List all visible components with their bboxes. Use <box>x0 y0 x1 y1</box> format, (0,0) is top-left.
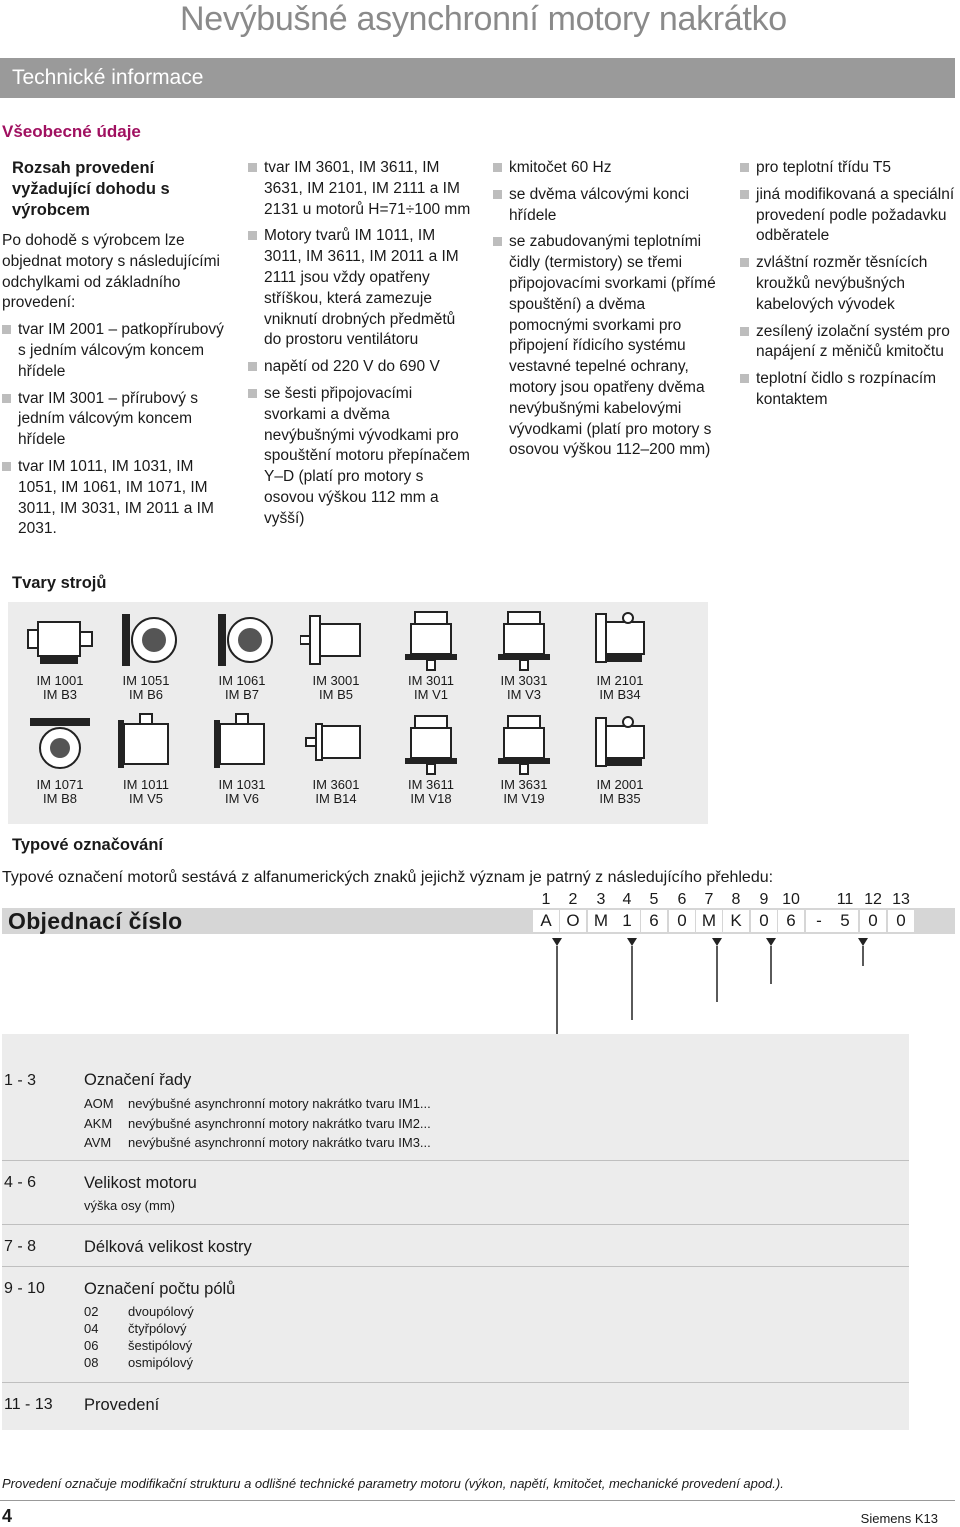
vertical-foot-motor-icon <box>206 712 278 778</box>
series-code: AVM <box>84 1135 112 1150</box>
motor-shape-equivalent: IM B8 <box>43 791 77 806</box>
row-label: Délková velikost kostry <box>84 1238 252 1256</box>
motor-shapes-grid <box>8 602 708 824</box>
column-2 <box>248 158 474 536</box>
poles-code: 02 <box>84 1304 99 1319</box>
motor-shape-code: IM 1001 <box>36 673 84 688</box>
poles-desc: šestipólový <box>128 1338 193 1353</box>
row-note: výška osy (mm) <box>84 1198 175 1213</box>
position-number: 10 <box>782 891 800 908</box>
col3-item: se dvěma válcovými konci hřídele <box>493 185 721 227</box>
motor-shape-cell <box>385 602 477 706</box>
footer-rule <box>0 1500 955 1501</box>
motor-shape-cell <box>478 602 570 706</box>
col2-item: se šesti připojovacími svorkami a dvěma nevýbušnými vývodkami pro spouštění motoru přepínačem Y–D (platí pro motory s osovou výškou 112 mm a vyšší) <box>248 384 474 530</box>
col4-item: jiná modifikovaná a speciální provedení podle požadavku odběratele <box>740 185 958 247</box>
foot-flange-motor-icon <box>584 608 656 674</box>
series-code: AOM <box>84 1096 114 1111</box>
motor-shape-equivalent: IM V3 <box>507 687 541 702</box>
row-label: Označení řady <box>84 1071 192 1089</box>
col2-item: napětí od 220 V do 690 V <box>248 357 474 378</box>
order-code-char: - <box>806 910 832 932</box>
position-number: 13 <box>892 891 910 908</box>
order-code-char: 6 <box>778 910 804 932</box>
flange-motor-icon <box>300 608 372 674</box>
position-number: 1 <box>541 891 551 908</box>
col4-item: zesílený izolační systém pro napájení z měničů kmitočtu <box>740 322 958 364</box>
order-code-char: 0 <box>888 910 914 932</box>
order-code-char: A <box>533 910 559 932</box>
row-label: Označení počtu pólů <box>84 1280 236 1298</box>
col3-item: se zabudovanými teplotními čidly (termistory) se třemi připojovacími svorkami (přímé spouštění) a dvěma pomocnými svorkami pro připojení řídicího systému vestavné tepelné ochrany, motory jsou opatřeny dvěma nevýbušnými kabelovými vývodkami (platí pro motory s osovou výškou 112–200 mm) <box>493 232 721 461</box>
brand-label: Siemens K13 <box>860 1511 938 1526</box>
series-desc: nevýbušné asynchronní motory nakrátko tvaru IM2... <box>128 1116 431 1131</box>
order-code-char: 0 <box>860 910 886 932</box>
vertical-motor-icon <box>488 712 560 778</box>
position-number: 4 <box>622 891 632 908</box>
vertical-foot-motor-icon <box>110 712 182 778</box>
order-code-char: M <box>588 910 614 932</box>
motor-shape-cell <box>574 706 666 810</box>
motor-shape-equivalent: IM V18 <box>410 791 452 806</box>
poles-desc: osmipólový <box>128 1355 194 1370</box>
position-number: 5 <box>649 891 659 908</box>
vertical-motor-icon <box>395 608 467 674</box>
motor-shape-cell <box>385 706 477 810</box>
col1-item: tvar IM 2001 – patkopřírubový s jedním válcovým koncem hřídele <box>2 320 224 382</box>
typing-description: Typové označení motorů sestává z alfanumerických znaků jejichž význam je patrný z následujícího přehledu: <box>2 869 774 886</box>
section-title: Všeobecné údaje <box>2 122 141 141</box>
row-key: 1 - 3 <box>4 1072 37 1089</box>
position-number: 8 <box>731 891 741 908</box>
vertical-motor-icon <box>395 712 467 778</box>
motor-shape-code: IM 3631 <box>500 777 548 792</box>
series-code: AKM <box>84 1116 113 1131</box>
col4-item: teplotní čidlo s rozpínacím kontaktem <box>740 369 958 411</box>
poles-code: 08 <box>84 1355 99 1370</box>
col4-item: zvláštní rozměr těsnících kroužků nevýbušných kabelových vývodek <box>740 253 958 315</box>
position-number: 11 <box>836 891 854 908</box>
column-3 <box>493 158 721 467</box>
motor-shape-equivalent: IM V6 <box>225 791 259 806</box>
typing-heading: Typové označování <box>12 836 163 854</box>
motor-shape-cell <box>100 602 192 706</box>
position-number: 2 <box>568 891 578 908</box>
poles-code: 06 <box>84 1338 99 1353</box>
motor-shape-cell <box>478 706 570 810</box>
motor-shape-equivalent: IM B14 <box>315 791 357 806</box>
shapes-heading: Tvary strojů <box>12 574 107 592</box>
order-code-char: O <box>560 910 586 932</box>
motor-shape-code: IM 3001 <box>312 673 360 688</box>
motor-shape-code: IM 2001 <box>596 777 644 792</box>
row-divider <box>2 1382 909 1383</box>
wall-motor-icon <box>110 608 182 674</box>
motor-shape-code: IM 1061 <box>218 673 266 688</box>
motor-shape-cell <box>196 706 288 810</box>
row-divider <box>2 1266 909 1267</box>
order-code-char: 0 <box>751 910 777 932</box>
column-1 <box>2 158 224 546</box>
row-label: Velikost motoru <box>84 1174 197 1192</box>
motor-shape-code: IM 3601 <box>312 777 360 792</box>
motor-shape-code: IM 1011 <box>122 777 169 792</box>
poles-code: 04 <box>84 1321 99 1336</box>
motor-shape-equivalent: IM B5 <box>319 687 353 702</box>
vertical-motor-icon <box>488 608 560 674</box>
section-band <box>0 58 955 98</box>
poles-desc: čtyřpólový <box>128 1321 187 1336</box>
row-divider <box>2 1160 909 1161</box>
code-table <box>2 1034 909 1430</box>
position-number: 6 <box>677 891 687 908</box>
motor-shape-cell <box>100 706 192 810</box>
col1-intro: Po dohodě s výrobcem lze objednat motory s následujícími odchylkami od základního provedení: <box>2 232 220 312</box>
row-key: 4 - 6 <box>4 1174 37 1191</box>
col1-heading: Rozsah provedení vyžadující dohodu s výrobcem <box>12 159 170 219</box>
order-number-label: Objednací číslo <box>8 908 183 934</box>
row-key: 9 - 10 <box>4 1280 45 1297</box>
row-key: 11 - 13 <box>4 1396 53 1413</box>
series-desc: nevýbušné asynchronní motory nakrátko tvaru IM3... <box>128 1135 431 1150</box>
band-title: Technické informace <box>12 66 204 89</box>
foot-motor-icon <box>24 608 96 674</box>
col2-item: tvar IM 3601, IM 3611, IM 3631, IM 2101, IM 2111 a IM 2131 u motorů H=71÷100 mm <box>248 158 474 220</box>
face-motor-icon <box>300 712 372 778</box>
motor-shape-equivalent: IM B35 <box>599 791 641 806</box>
row-label: Provedení <box>84 1396 160 1414</box>
motor-shape-equivalent: IM B7 <box>225 687 259 702</box>
position-number: 12 <box>864 891 882 908</box>
motor-shape-code: IM 1051 <box>122 673 170 688</box>
motor-shape-equivalent: IM B34 <box>599 687 641 702</box>
motor-shape-code: IM 3031 <box>500 673 548 688</box>
series-desc: nevýbušné asynchronní motory nakrátko tvaru IM1... <box>128 1096 431 1111</box>
motor-shape-code: IM 1071 <box>36 777 84 792</box>
position-number: 3 <box>596 891 606 908</box>
order-code-char: K <box>723 910 749 932</box>
col3-item: kmitočet 60 Hz <box>493 158 721 179</box>
order-code-char: M <box>696 910 722 932</box>
motor-shape-cell <box>290 706 382 810</box>
motor-shape-equivalent: IM B3 <box>43 687 77 702</box>
order-code-char: 1 <box>614 910 640 932</box>
footnote: Provedení označuje modifikační strukturu a odlišné technické parametry motoru (výkon, napětí, kmitočet, mechanické provedení apod.). <box>2 1476 784 1491</box>
motor-shape-code: IM 1031 <box>218 777 266 792</box>
poles-desc: dvoupólový <box>128 1304 194 1319</box>
col4-item: pro teplotní třídu T5 <box>740 158 958 179</box>
order-code-char: 6 <box>641 910 667 932</box>
column-4 <box>740 158 958 417</box>
motor-shape-cell <box>14 706 106 810</box>
motor-shape-equivalent: IM V1 <box>414 687 448 702</box>
position-number: 9 <box>759 891 769 908</box>
row-divider <box>2 1224 909 1225</box>
page-number: 4 <box>2 1506 13 1526</box>
motor-shape-cell <box>14 602 106 706</box>
position-number: 7 <box>704 891 714 908</box>
order-code-char: 0 <box>669 910 695 932</box>
wall-motor-icon <box>206 608 278 674</box>
order-code-char: 5 <box>832 910 858 932</box>
col1-item: tvar IM 3001 – přírubový s jedním válcovým koncem hřídele <box>2 389 224 451</box>
motor-shape-code: IM 3011 <box>407 673 454 688</box>
motor-shape-cell <box>290 602 382 706</box>
row-key: 7 - 8 <box>4 1238 37 1255</box>
motor-shape-equivalent: IM B6 <box>129 687 163 702</box>
motor-shape-code: IM 2101 <box>596 673 644 688</box>
ceiling-motor-icon <box>24 712 96 778</box>
page-title: Nevýbušné asynchronní motory nakrátko <box>180 0 787 38</box>
motor-shape-code: IM 3611 <box>407 777 454 792</box>
foot-flange-motor-icon <box>584 712 656 778</box>
motor-shape-cell <box>574 602 666 706</box>
motor-shape-equivalent: IM V5 <box>129 791 163 806</box>
col1-item: tvar IM 1011, IM 1031, IM 1051, IM 1061, IM 1071, IM 3011, IM 3031, IM 2011 a IM 2031. <box>2 457 224 540</box>
col2-item: Motory tvarů IM 1011, IM 3011, IM 3611, IM 2011 a IM 2111 jsou vždy opatřeny stříškou, která zamezuje vniknutí drobných předmětů do prostoru ventilátoru <box>248 226 474 351</box>
motor-shape-cell <box>196 602 288 706</box>
motor-shape-equivalent: IM V19 <box>503 791 545 806</box>
